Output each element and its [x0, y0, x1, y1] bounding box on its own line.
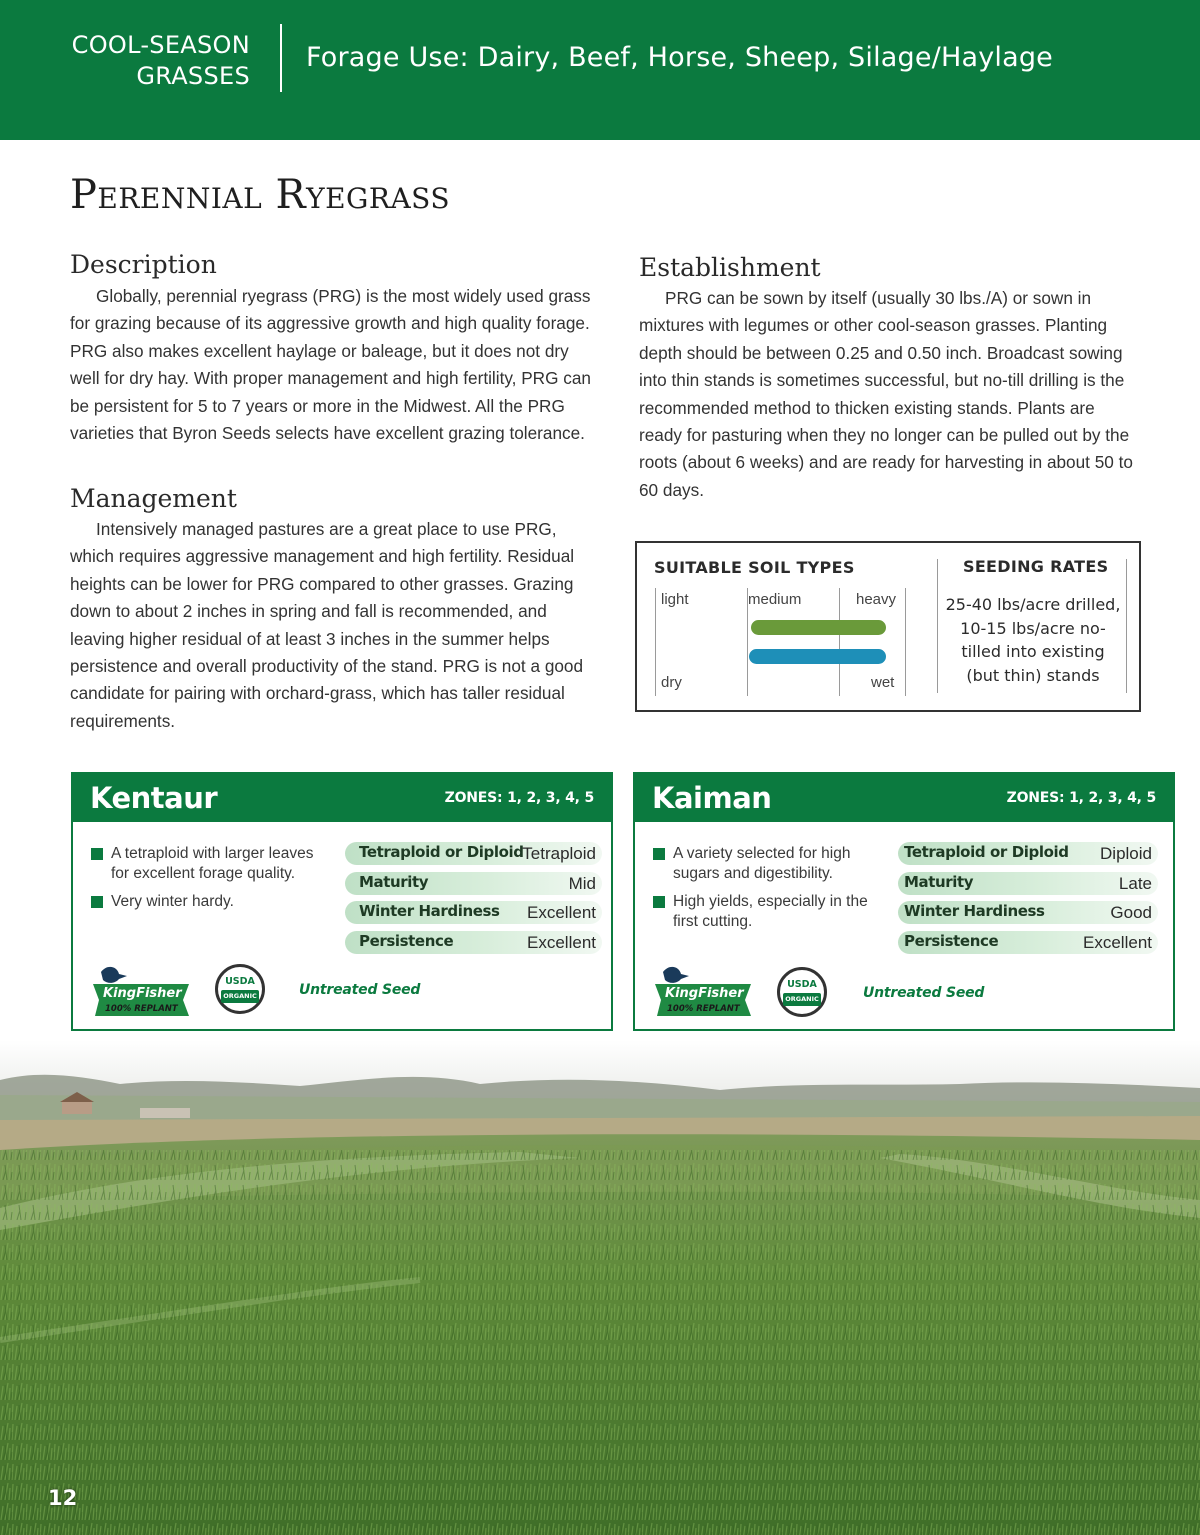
attribute-row [345, 901, 602, 924]
variety-bullet: A variety selected for high sugars and digestibility. [653, 844, 885, 884]
attribute-row [898, 931, 1158, 954]
ryegrass-field-photo [0, 1040, 1200, 1535]
soil-heavy-label: heavy [856, 591, 897, 608]
usda-organic-seal-icon: USDA ORGANIC [215, 964, 265, 1014]
attribute-label: Maturity [904, 872, 974, 891]
attribute-label: Persistence [359, 931, 454, 950]
seed-treatment: Untreated Seed [299, 982, 421, 998]
description-heading: Description [70, 250, 217, 279]
seed-treatment: Untreated Seed [863, 985, 985, 1001]
variety-bullets [653, 844, 885, 940]
svg-text:100% REPLANT: 100% REPLANT [667, 1004, 740, 1014]
soil-types-title: SUITABLE SOIL TYPES [654, 558, 855, 577]
attribute-value: Late [1118, 873, 1152, 893]
seeding-divider-right [1126, 559, 1127, 693]
svg-text:100% REPLANT: 100% REPLANT [105, 1004, 178, 1014]
variety-bullet: High yields, especially in the first cutting. [653, 892, 885, 932]
seeding-divider-left [937, 559, 938, 693]
attribute-value: Tetraploid [522, 844, 596, 863]
variety-name: Kaiman [652, 781, 772, 815]
usda-organic-seal-icon: USDA ORGANIC [777, 967, 827, 1017]
management-heading: Management [70, 484, 237, 513]
attribute-label: Tetraploid or Diploid [359, 843, 524, 861]
variety-attributes [898, 842, 1158, 960]
variety-zones: ZONES: 1, 2, 3, 4, 5 [1006, 790, 1156, 806]
attribute-label: Winter Hardiness [904, 902, 1045, 920]
bullet-square-icon [91, 848, 103, 860]
soil-medium-label: medium [748, 591, 802, 608]
bullet-square-icon [653, 848, 665, 860]
header-band [0, 0, 1200, 140]
bullet-square-icon [91, 896, 103, 908]
forage-use: Forage Use: Dairy, Beef, Horse, Sheep, Silage/Haylage [306, 42, 1053, 73]
attribute-value: Excellent [527, 903, 596, 922]
management-text: Intensively managed pastures are a great place to use PRG, which requires aggressive management and high fertility. Residual heights can be lower for PRG compared to other grasses. Grazing down to about 2 inches in spring and fall is recommended, and leaving higher residual of at least 3 inches in the summer helps persistence and overall productivity of the stand. PRG is not a good candidate for pairing with orchard-grass, which has taller residual requirements. [70, 519, 584, 731]
description-text: Globally, perennial ryegrass (PRG) is the most widely used grass for grazing because of its aggressive growth and high quality forage. PRG also makes excellent haylage or baleage, but it does not dry well for dry hay. With proper management and high fertility, PRG can be persistent for 5 to 7 years or more in the Midwest. All the PRG varieties that Byron Seeds selects have excellent grazing tolerance. [70, 286, 591, 444]
variety-card-header [73, 774, 611, 822]
attribute-row [345, 931, 602, 954]
attribute-value: Diploid [1100, 844, 1152, 863]
soil-texture-range-bar [751, 620, 886, 635]
attribute-value: Excellent [527, 932, 596, 952]
variety-bullet: Very winter hardy. [91, 892, 331, 912]
variety-bullets [91, 844, 331, 920]
soil-scale-line-medium-right [839, 588, 840, 696]
svg-text:KingFisher: KingFisher [665, 986, 744, 1001]
variety-card-header [635, 774, 1173, 822]
soil-moisture-range-bar [749, 649, 886, 664]
attribute-label: Tetraploid or Diploid [904, 843, 1069, 861]
attribute-value: Mid [568, 873, 596, 893]
soil-wet-label: wet [871, 674, 895, 691]
attribute-label: Persistence [904, 931, 999, 950]
page-number: 12 [48, 1486, 78, 1510]
seeding-rates-title: SEEDING RATES [963, 557, 1109, 576]
variety-zones: ZONES: 1, 2, 3, 4, 5 [444, 790, 594, 806]
variety-card-kentaur [71, 772, 613, 1031]
variety-card-kaiman [633, 772, 1175, 1031]
page-title: Perennial Ryegrass [70, 172, 451, 218]
soil-scale-line-right [905, 588, 906, 696]
seeding-rates-text: 25-40 lbs/acre drilled, 10-15 lbs/acre no-tilled into existing (but thin) stands [945, 595, 1121, 685]
attribute-value: Good [1110, 903, 1152, 922]
attribute-label: Winter Hardiness [359, 902, 500, 920]
variety-bullet: A tetraploid with larger leaves for excellent forage quality. [91, 844, 331, 884]
category-line-1: COOL-SEASON [71, 31, 250, 59]
kingfisher-logo-icon [91, 964, 191, 1019]
category-line-2: GRASSES [136, 62, 250, 90]
soil-scale-line-left [655, 588, 656, 696]
soil-seeding-box [635, 541, 1141, 712]
attribute-label: Maturity [359, 872, 429, 891]
variety-name: Kentaur [90, 781, 218, 815]
establishment-heading: Establishment [639, 253, 821, 282]
establishment-text: PRG can be sown by itself (usually 30 lbs./A) or sown in mixtures with legumes or other cool-season grasses. Planting depth should be between 0.25 and 0.50 inch. Broadcast sowing into thin stands is sometimes successful, but no-till drilling is the recommended method to thicken existing stands. Plants are ready for pasturing when they no longer can be pulled out by the roots (about 6 weeks) and are ready for harvesting in about 50 to 60 days. [639, 288, 1133, 500]
variety-attributes [345, 842, 602, 960]
attribute-row [898, 842, 1158, 865]
soil-light-label: light [661, 591, 689, 608]
kingfisher-logo-icon [653, 964, 753, 1019]
header-divider [280, 24, 282, 92]
attribute-row [345, 842, 602, 865]
soil-dry-label: dry [661, 674, 682, 691]
attribute-row [345, 872, 602, 895]
category-label [72, 30, 250, 92]
attribute-row [898, 901, 1158, 924]
attribute-value: Excellent [1083, 932, 1152, 952]
svg-text:KingFisher: KingFisher [103, 986, 182, 1001]
bullet-square-icon [653, 896, 665, 908]
attribute-row [898, 872, 1158, 895]
